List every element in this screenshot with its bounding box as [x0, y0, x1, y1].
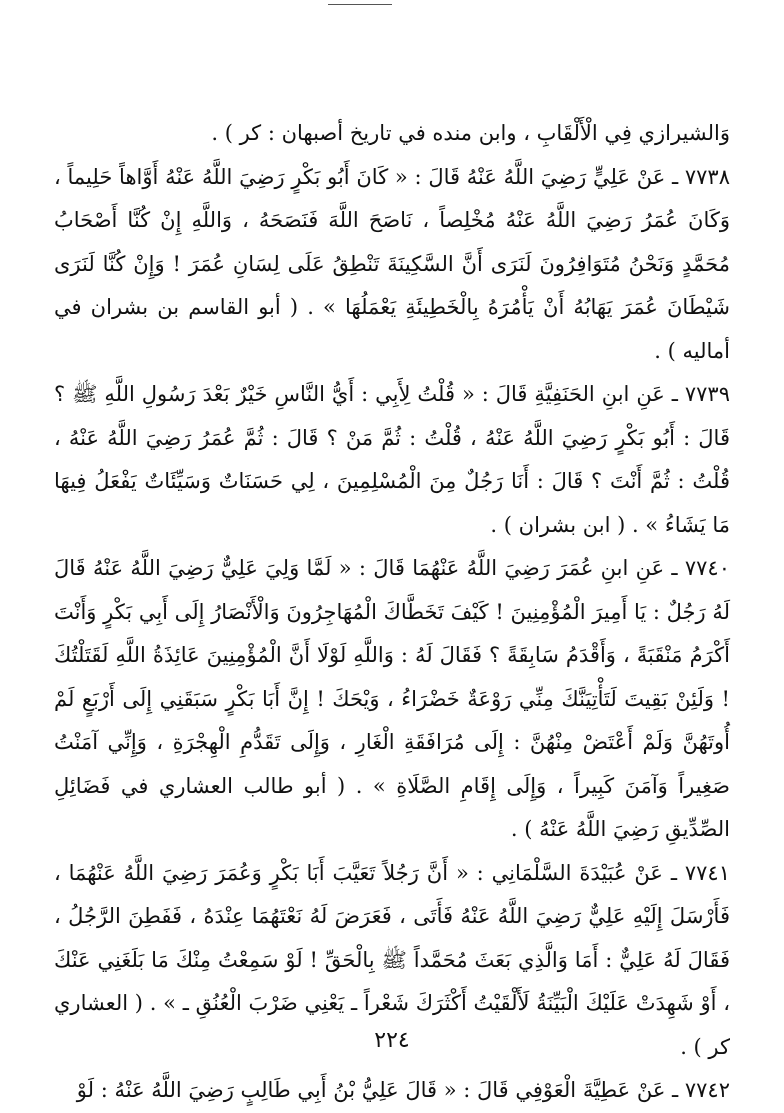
page-number: ٢٢٤ — [374, 1028, 410, 1053]
paragraph-continuation: وَالشيرازي فِي الْأَلْقَابِ ، وابن منده في تاريخ أصبهان : كر ) . — [211, 121, 730, 145]
hadith-7738: ٧٧٣٨ ـ عَنْ عَلِيٍّ رَضِيَ اللَّهُ عَنْهُ قَالَ : « كَانَ أَبُو بَكْرٍ رَضِيَ اللَّهُ عَنْهُ أَوَّاهاً حَلِيماً ، وَكَانَ عُمَرُ رَضِيَ اللَّهُ عَنْهُ مُخْلِصاً ، نَاصَحَ اللَّهَ فَنَصَحَهُ ، وَاللَّهِ إِنْ كُنَّا أَصْحَابُ مُحَمَّدٍ وَنَحْنُ مُتَوَافِرُونَ لَنَرَى أَنَّ السَّكِينَةَ تَنْطِقُ عَلَى لِسَانِ عُمَرَ ! وَإِنْ كُنَّا لَنَرَى شَيْطَانَ عُمَرَ يَهَابُهُ أَنْ يَأْمُرَهُ بِالْخَطِيئَةِ يَعْمَلُهَا » . ( أبو القاسم بن بشران في أماليه ) . — [54, 164, 730, 363]
page-body — [54, 112, 730, 1113]
hadith-7740: ٧٧٤٠ ـ عَنِ ابنِ عُمَرَ رَضِيَ اللَّهُ عَنْهُمَا قَالَ : « لَمَّا وَلِيَ عَلِيٌّ رَضِيَ اللَّهُ عَنْهُ قَالَ لَهُ رَجُلٌ : يَا أَمِيرَ الْمُؤْمِنِينَ ! كَيْفَ تَخَطَّاكَ الْمُهَاجِرُونَ وَالْأَنْصَارُ إِلَى أَبِي بَكْرٍ وَأَنْتَ أَكْرَمُ مَنْقَبَةً ، وَأَقْدَمُ سَابِقَةً ؟ فَقَالَ لَهُ : وَاللَّهِ لَوْلَا أَنَّ الْمُؤْمِنِينَ عَائِذَةُ اللَّهِ لَقَتَلْتُكَ ! وَلَئِنْ بَقِيتَ لَتَأْتِيَنَّكَ مِنِّي رَوْعَةٌ خَضْرَاءُ ، وَيْحَكَ ! إِنَّ أَبَا بَكْرٍ سَبَقَنِي إِلَى أَرْبَعٍ لَمْ أُوتَهُنَّ وَلَمْ أَعْتَضْ مِنْهُنَّ : إِلَى مُرَافَقَةِ الْغَارِ ، وَإِلَى تَقَدُّمِ الْهِجْرَةِ ، وَإِنِّي آمَنْتُ صَغِيراً وَآمَنَ كَبِيراً ، وَإِلَى إِقَامِ الصَّلَاةِ » . ( أبو طالب العشاري في فَضَائِلِ الصِّدِّيقِ رَضِيَ اللَّهُ عَنْهُ ) . — [54, 556, 730, 841]
top-rule — [328, 4, 392, 5]
hadith-7742: ٧٧٤٢ ـ عَنْ عَطِيَّةَ الْعَوْفِي قَالَ : « قَالَ عَلِيُّ بْنُ أَبِي طَالِبٍ رَضِيَ اللَّهُ عَنْهُ : لَوْ — [76, 1078, 730, 1102]
hadith-7739: ٧٧٣٩ ـ عَنِ ابنِ الحَنَفِيَّةِ قَالَ : « قُلْتُ لِأَبِي : أَيُّ النَّاسِ خَيْرٌ بَعْدَ رَسُولِ اللَّهِ ﷺ ؟ قَالَ : أَبُو بَكْرٍ رَضِيَ اللَّهُ عَنْهُ ، قُلْتُ : ثُمَّ مَنْ ؟ قَالَ : ثُمَّ عُمَرُ رَضِيَ اللَّهُ عَنْهُ ، قُلْتُ : ثُمَّ أَنْتَ ؟ قَالَ : أَنَا رَجُلٌ مِنَ الْمُسْلِمِينَ ، لِي حَسَنَاتٌ وَسَيِّئَاتٌ يَفْعَلُ فِيهَا مَا يَشَاءُ » . ( ابن بشران ) . — [54, 382, 730, 537]
hadith-7741: ٧٧٤١ ـ عَنْ عُبَيْدَةَ السَّلْمَانِي : « أَنَّ رَجُلاً تَعَيَّبَ أَبَا بَكْرٍ وَعُمَرَ رَضِيَ اللَّهُ عَنْهُمَا ، فَأَرْسَلَ إِلَيْهِ عَلِيٌّ رَضِيَ اللَّهُ عَنْهُ فَأَتَى ، فَعَرَضَ لَهُ نَعْتَهُمَا عِنْدَهُ ، فَفَطِنَ الرَّجُلُ ، فَقَالَ لَهُ عَلِيٌّ : أَمَا وَالَّذِي بَعَثَ مُحَمَّداً ﷺ بِالْحَقِّ ! لَوْ سَمِعْتُ مِنْكَ مَا بَلَغَنِي عَنْكَ ، أَوْ شَهِدَتْ عَلَيْكَ الْبَيِّنَةُ لَأَلْقَيْتُ أَكْثَرَكَ شَعْراً ـ يَعْنِي ضَرْبَ الْعُنُقِ ـ » . ( العشاري كر ) . — [54, 860, 730, 1059]
